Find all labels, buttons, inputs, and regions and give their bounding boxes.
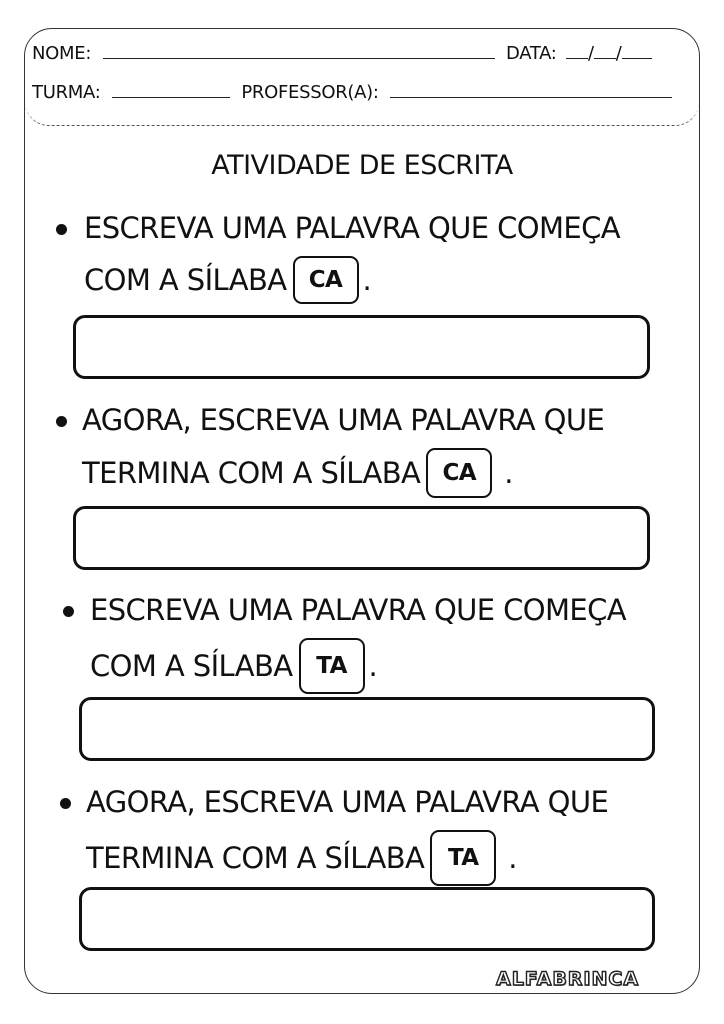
item-2-end: . <box>504 456 513 490</box>
syllable-box: TA <box>299 638 365 694</box>
date-month-field[interactable] <box>594 42 616 59</box>
item-3-line2 <box>90 640 626 696</box>
answer-box-2[interactable] <box>73 506 650 570</box>
bullet-icon <box>63 606 74 617</box>
item-1-line2-text: COM A SÍLABA <box>84 263 287 297</box>
answer-box-4[interactable] <box>79 887 655 951</box>
syllable-box: TA <box>430 830 496 886</box>
item-4-line1: AGORA, ESCREVA UMA PALAVRA QUE <box>86 785 609 819</box>
answer-box-1[interactable] <box>73 315 650 379</box>
class-field[interactable] <box>112 81 230 98</box>
item-4-prompt <box>86 780 608 888</box>
class-label: TURMA: <box>32 82 101 103</box>
header-section <box>25 29 699 126</box>
bullet-icon <box>60 798 71 809</box>
answer-box-3[interactable] <box>79 697 655 761</box>
item-2-line2-text: TERMINA COM A SÍLABA <box>82 456 421 490</box>
date-day-field[interactable] <box>566 42 588 59</box>
header-row-name-date: NOME: DATA: / / <box>32 42 652 64</box>
bullet-icon <box>56 224 67 235</box>
item-1-line1: ESCREVA UMA PALAVRA QUE COMEÇA <box>84 211 621 245</box>
bullet-icon <box>56 416 67 427</box>
syllable-box: CA <box>426 448 492 498</box>
item-1-line2 <box>84 258 620 306</box>
page-title: ATIVIDADE DE ESCRITA <box>211 150 513 181</box>
item-2-line1: AGORA, ESCREVA UMA PALAVRA QUE <box>82 403 605 437</box>
alfabrinca-logo: ALFABRINCA <box>496 968 640 990</box>
item-4-line2-text: TERMINA COM A SÍLABA <box>86 841 425 875</box>
date-year-field[interactable] <box>622 42 652 59</box>
name-label: NOME: <box>32 43 92 64</box>
item-3-line1: ESCREVA UMA PALAVRA QUE COMEÇA <box>90 593 627 627</box>
item-4-line2 <box>86 832 608 888</box>
item-3-prompt <box>90 588 626 696</box>
item-2-line2 <box>82 450 604 500</box>
teacher-label: PROFESSOR(A): <box>241 82 379 103</box>
name-field[interactable] <box>103 42 495 59</box>
item-1-prompt <box>84 206 620 306</box>
item-3-end: . <box>368 649 378 683</box>
date-label: DATA: <box>505 43 557 64</box>
item-1-end: . <box>362 263 372 297</box>
item-2-prompt <box>82 398 604 500</box>
item-3-line2-text: COM A SÍLABA <box>90 649 293 683</box>
header-row-class-teacher <box>32 81 672 103</box>
item-4-end: . <box>508 841 517 875</box>
syllable-box: CA <box>293 256 359 304</box>
teacher-field[interactable] <box>390 81 672 98</box>
